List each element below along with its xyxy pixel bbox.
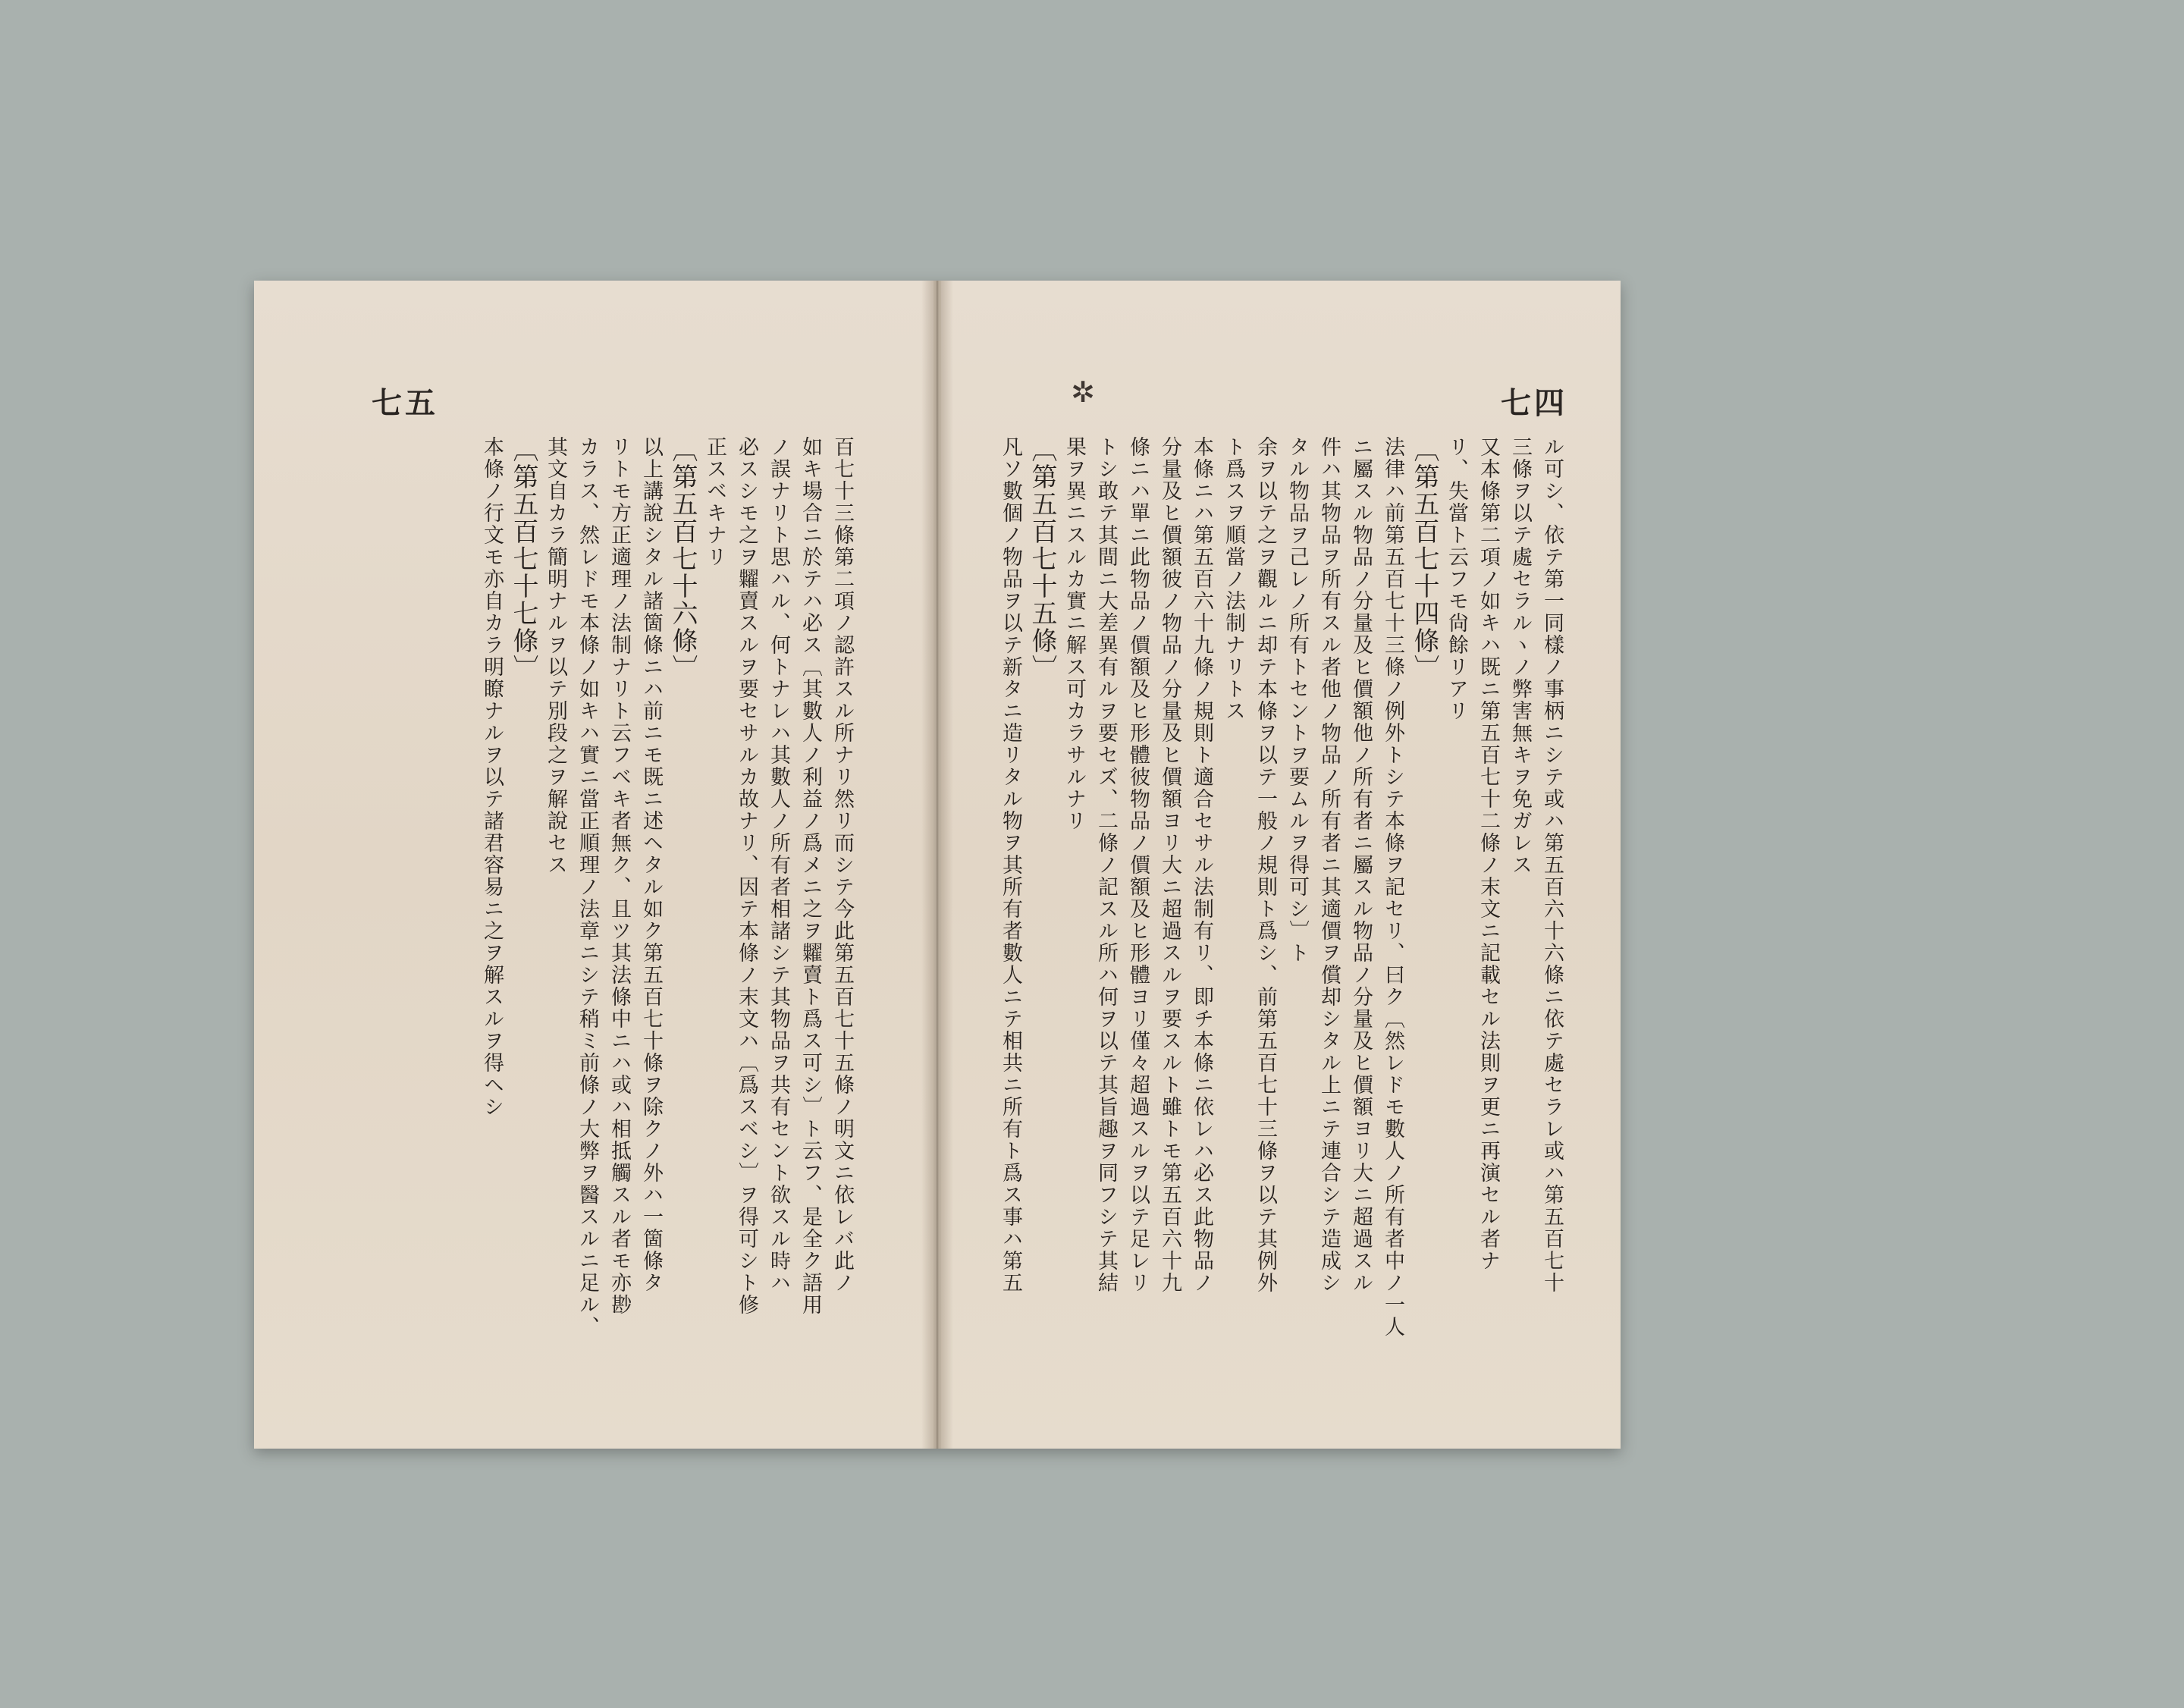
- text-line: 果ヲ異ニスルカ實ニ解ス可カラサルナリ: [1062, 436, 1086, 832]
- text-line: 三條ヲ以テ處セラルヽノ弊害無キヲ免ガレス: [1508, 436, 1532, 876]
- text-line: 凡ソ數個ノ物品ヲ以テ新タニ造リタル物ヲ其所有者數人ニテ相共ニ所有ト爲ス事ハ第五: [999, 436, 1022, 1294]
- left-page-text: [475, 436, 858, 1339]
- right-page-text: [994, 436, 1567, 1339]
- page-number-left: 七五: [372, 385, 438, 421]
- text-line: 百七十三條第二項ノ認許スル所ナリ然リ而シテ今此第五百七十五條ノ明文ニ依レバ此ノ: [830, 436, 854, 1294]
- text-line: 本條ノ行文モ亦自カラ明瞭ナルヲ以テ諸君容易ニ之ヲ解スルヲ得ヘシ: [480, 436, 504, 1118]
- text-line: 法律ハ前第五百七十三條ノ例外トシテ本條ヲ記セリ、曰ク〔然レドモ數人ノ所有者中ノ一人: [1381, 436, 1404, 1338]
- text-line: ト爲スヲ順當ノ法制ナリトス: [1222, 436, 1245, 722]
- text-line: カラス、然レドモ本條ノ如キハ實ニ當正順理ノ法章ニシテ稍ミ前條ノ大弊ヲ醫スルニ足ル、: [576, 436, 599, 1338]
- text-line: 必スシモ之ヲ糶賣スルヲ要セサルカ故ナリ、因テ本條ノ末文ハ〔爲スベシ〕ヲ得可シト修: [735, 436, 758, 1316]
- text-line: 以上講說シタル諸箇條ニハ前ニモ既ニ述ヘタル如ク第五百七十條ヲ除クノ外ハ一箇條タ: [639, 436, 663, 1294]
- text-line: 余ヲ以テ之ヲ觀ルニ却テ本條ヲ以テ一般ノ規則ト爲シ、前第五百七十三條ヲ以テ其例外: [1254, 436, 1277, 1294]
- article-heading: 〔第五百七十五條〕: [1027, 436, 1057, 682]
- text-line: ノ誤ナリト思ハル、何トナレハ其數人ノ所有者相諸シテ其物品ヲ共有セント欲スル時ハ: [767, 436, 790, 1294]
- text-line: 如キ場合ニ於テハ必ス〔其數人ノ利益ノ爲メニ之ヲ糶賣ト爲ス可シ〕ト云フ、是全ク語用: [799, 436, 822, 1316]
- text-line: 件ハ其物品ヲ所有スル者他ノ物品ノ所有者ニ其適價ヲ償却シタル上ニテ連合シテ造成シ: [1317, 436, 1341, 1294]
- text-line: ル可シ、依テ第一同樣ノ事柄ニシテ或ハ第五百六十六條ニ依テ處セラレ或ハ第五百七十: [1540, 436, 1564, 1294]
- text-line: 其文自カラ簡明ナルヲ以テ別段之ヲ解說セス: [544, 436, 567, 876]
- text-line: ニ屬スル物品ノ分量及ヒ價額他ノ所有者ニ屬スル物品ノ分量及ヒ價額ヨリ大ニ超過スル: [1349, 436, 1373, 1294]
- page-number-right: 七四: [1501, 385, 1567, 421]
- text-line: 又本條第二項ノ如キハ既ニ第五百七十二條ノ末文ニ記載セル法則ヲ更ニ再演セル者ナ: [1476, 436, 1500, 1272]
- text-line: 條ニハ單ニ此物品ノ價額及ヒ形體彼物品ノ價額及ヒ形體ヨリ僅々超過スルヲ以テ足レリ: [1126, 436, 1150, 1294]
- left-page: [254, 281, 934, 1449]
- text-line: トシ敢テ其間ニ大差異有ルヲ要セズ、二條ノ記スル所ハ何ヲ以テ其旨趣ヲ同フシテ其結: [1094, 436, 1118, 1294]
- text-line: リ、失當ト云フモ尙餘リアリ: [1445, 436, 1468, 722]
- open-book: [254, 281, 1621, 1449]
- text-line: 正スベキナリ: [703, 436, 726, 568]
- article-heading: 〔第五百七十六條〕: [667, 436, 698, 682]
- article-heading: 〔第五百七十四條〕: [1409, 436, 1439, 682]
- right-page: [941, 281, 1621, 1449]
- text-line: タル物品ヲ己レノ所有トセントヲ要ムルヲ得可シ〕ト: [1285, 436, 1309, 964]
- text-line: 本條ニハ第五百六十九條ノ規則ト適合セサル法制有リ、即チ本條ニ依レハ必ス此物品ノ: [1190, 436, 1213, 1294]
- printer-ornament-icon: ✲: [1071, 375, 1095, 409]
- book-gutter: [921, 281, 953, 1449]
- article-heading: 〔第五百七十七條〕: [508, 436, 538, 682]
- text-line: 分量及ヒ價額彼ノ物品ノ分量及ヒ價額ヨリ大ニ超過スルヲ要スルト雖トモ第五百六十九: [1158, 436, 1181, 1294]
- text-line: リトモ方正適理ノ法制ナリト云フベキ者無ク、且ツ其法條中ニハ或ハ相抵觸スル者モ亦尠: [607, 436, 631, 1316]
